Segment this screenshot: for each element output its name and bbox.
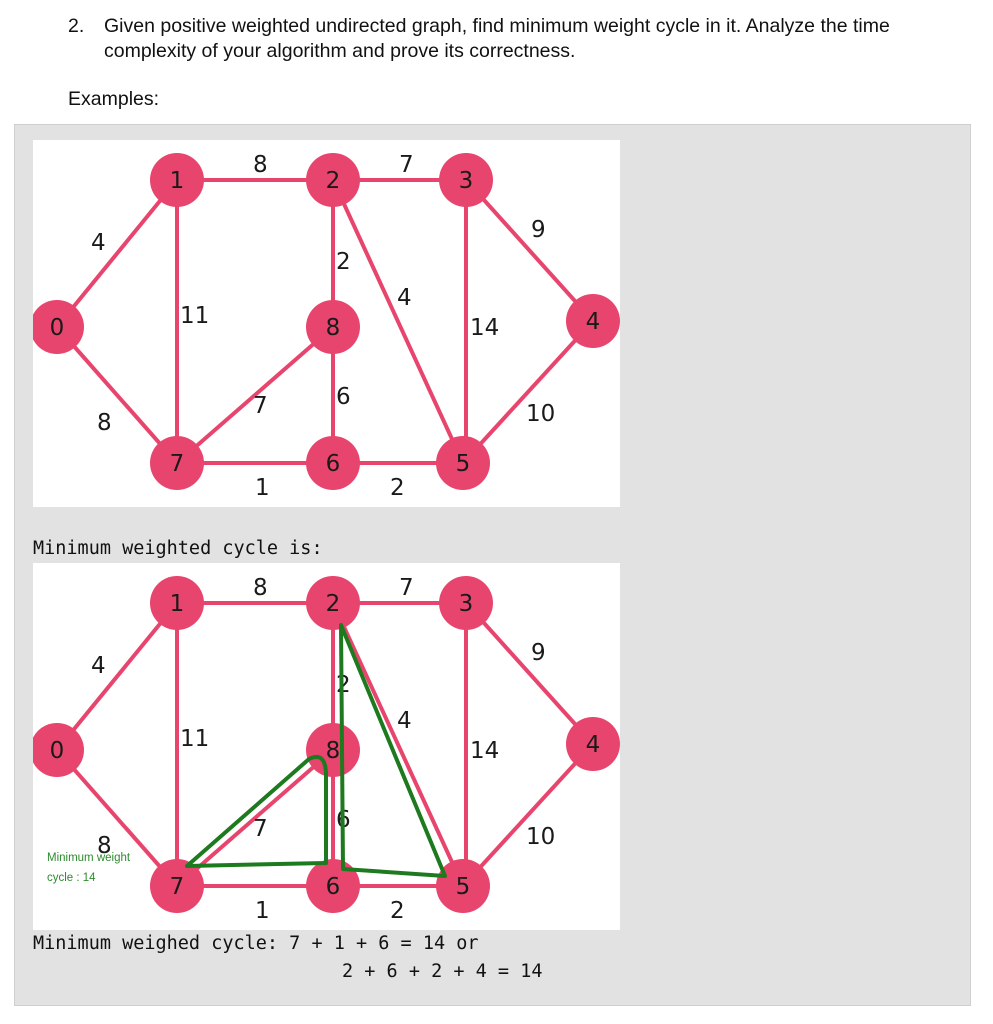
weight-7-8: 7 [253, 816, 268, 842]
weight-2-5: 4 [397, 285, 412, 311]
edge-3-4 [466, 603, 593, 744]
weight-3-5: 14 [470, 738, 500, 764]
weight-2-8: 2 [336, 249, 351, 275]
weight-0-1: 4 [91, 653, 106, 679]
weight-7-6: 1 [255, 475, 270, 501]
weight-4-5: 10 [526, 824, 556, 850]
graph-svg-1 [33, 140, 620, 507]
annotation-note [47, 848, 130, 888]
graph-figure-1 [33, 140, 620, 507]
edge-0-7 [57, 327, 177, 463]
weight-0-1: 4 [91, 230, 106, 256]
edge-4-5 [463, 321, 593, 463]
weight-7-8: 7 [253, 393, 268, 419]
annotation-line-1: Minimum weight [47, 852, 131, 864]
node-labels [50, 168, 601, 477]
caption-minimum-cycle: Minimum weighted cycle is: [33, 538, 323, 559]
weight-3-4: 9 [531, 217, 546, 243]
node-label-2: 2 [325, 591, 341, 617]
node-label-5: 5 [455, 451, 471, 477]
node-label-1: 1 [169, 168, 185, 194]
weight-0-7: 8 [97, 410, 112, 436]
node-label-5: 5 [455, 874, 471, 900]
weight-3-5: 14 [470, 315, 500, 341]
weight-6-5: 2 [390, 475, 405, 501]
examples-label: Examples: [68, 88, 160, 110]
node-label-6: 6 [325, 451, 341, 477]
annotation-line-2: cycle : 14 [47, 872, 96, 884]
caption-cycle-sum-2: 2 + 6 + 2 + 4 = 14 [342, 961, 543, 982]
node-label-4: 4 [585, 309, 601, 335]
node-label-8: 8 [325, 315, 341, 341]
edge-3-4 [466, 180, 593, 321]
node-label-7: 7 [169, 874, 185, 900]
weight-8-6: 6 [336, 807, 351, 833]
caption-cycle-sum-1: Minimum weighed cycle: 7 + 1 + 6 = 14 or [33, 933, 479, 954]
weight-3-4: 9 [531, 640, 546, 666]
weight-2-5: 4 [397, 708, 412, 734]
edge-4-5 [463, 744, 593, 886]
weight-8-6: 6 [336, 384, 351, 410]
node-label-1: 1 [169, 591, 185, 617]
weight-2-8: 2 [336, 672, 351, 698]
weight-7-6: 1 [255, 898, 270, 924]
problem-text: Given positive weighted undirected graph, find minimum weight cycle in it. Analyze the time complexity of your algorithm and prove its correctness. [104, 15, 890, 62]
weight-1-7: 11 [180, 303, 210, 329]
node-label-8: 8 [325, 738, 341, 764]
weight-1-7: 11 [180, 726, 210, 752]
node-label-7: 7 [169, 451, 185, 477]
edge-0-1 [57, 603, 177, 750]
weight-4-5: 10 [526, 401, 556, 427]
node-label-3: 3 [458, 591, 474, 617]
node-label-0: 0 [49, 738, 65, 764]
weight-1-2: 8 [253, 575, 268, 601]
node-label-4: 4 [585, 732, 601, 758]
node-label-6: 6 [325, 874, 341, 900]
node-label-3: 3 [458, 168, 474, 194]
weight-2-3: 7 [399, 575, 414, 601]
edge-0-1 [57, 180, 177, 327]
problem-number: 2. [68, 15, 85, 37]
weight-6-5: 2 [390, 898, 405, 924]
node-label-2: 2 [325, 168, 341, 194]
weight-0-7: 8 [97, 833, 112, 859]
weight-2-3: 7 [399, 152, 414, 178]
node-label-0: 0 [49, 315, 65, 341]
weight-1-2: 8 [253, 152, 268, 178]
